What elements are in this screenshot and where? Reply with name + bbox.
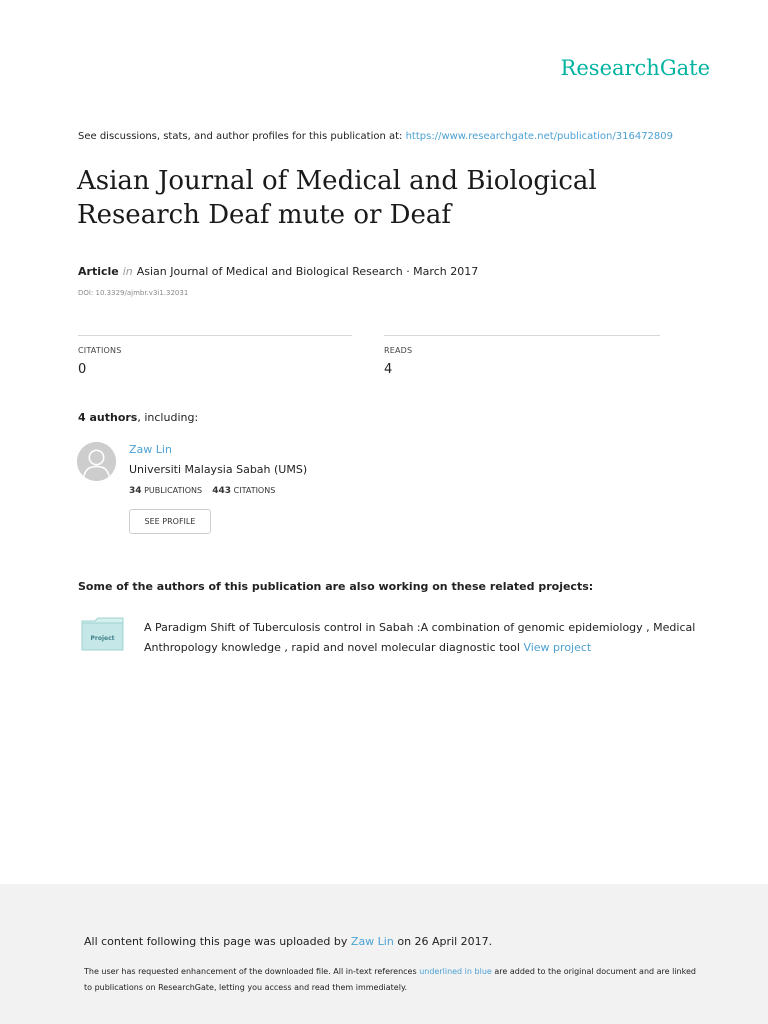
project-icon-label: Project <box>90 635 115 642</box>
citations-divider <box>78 335 352 336</box>
authors-heading <box>78 411 198 424</box>
see-profile-button[interactable]: SEE PROFILE <box>129 509 211 534</box>
reads-divider <box>384 335 660 336</box>
related-projects-heading: Some of the authors of this publication are also working on these related projects: <box>78 580 594 593</box>
publication-title: Asian Journal of Medical and Biological Research Deaf mute or Deaf <box>77 166 597 230</box>
publications-count: 34 <box>129 486 142 496</box>
view-project-link[interactable]: View project <box>523 641 592 654</box>
venue-date: Asian Journal of Medical and Biological Research · March 2017 <box>136 265 479 278</box>
doi: DOI: 10.3329/ajmbr.v3i1.32031 <box>78 289 189 297</box>
discussion-line <box>78 131 673 142</box>
uploader-link[interactable]: Zaw Lin <box>350 935 394 948</box>
publication-meta <box>78 265 478 278</box>
underlined-in-blue-link[interactable]: underlined in blue <box>419 967 492 976</box>
project-folder-icon[interactable] <box>81 617 124 651</box>
author-citations-count: 443 <box>212 486 232 496</box>
reads-value: 4 <box>384 362 393 377</box>
author-institution: Universiti Malaysia Sabah (UMS) <box>129 463 308 476</box>
citations-value: 0 <box>78 362 87 377</box>
folder-icon <box>81 617 124 651</box>
author-citations-label: CITATIONS <box>233 486 276 495</box>
person-icon <box>77 442 116 481</box>
footer-note <box>84 964 704 996</box>
in-word: in <box>122 265 133 278</box>
upload-suffix: on 26 April 2017. <box>397 935 493 948</box>
authors-including: , including: <box>137 411 199 424</box>
authors-count: 4 authors <box>78 411 138 424</box>
publications-label: PUBLICATIONS <box>144 486 203 495</box>
note-prefix: The user has requested enhancement of the downloaded file. All in-text references <box>84 967 417 976</box>
upload-prefix: All content following this page was uploaded by <box>84 935 348 948</box>
citations-label: CITATIONS <box>78 346 122 355</box>
upload-line <box>84 935 492 948</box>
avatar[interactable] <box>77 442 116 481</box>
author-name[interactable]: Zaw Lin <box>129 443 172 456</box>
discussion-text: See discussions, stats, and author profiles for this publication at: <box>78 131 403 142</box>
researchgate-logo[interactable]: ResearchGate <box>560 56 710 80</box>
reads-label: READS <box>384 346 413 355</box>
project-description <box>144 618 704 658</box>
publication-link[interactable]: https://www.researchgate.net/publication/316472809 <box>405 131 674 142</box>
author-stats <box>129 486 275 496</box>
note-suffix: are added to the original document and are linked to publications on ResearchGate, letting you access and read them immediately. <box>84 967 696 992</box>
project-title: A Paradigm Shift of Tuberculosis control in Sabah :A combination of genomic epidemiology , Medical Anthropology knowledge , rapid and novel molecular diagnostic tool <box>144 621 696 654</box>
footer <box>0 884 768 1024</box>
publication-type: Article <box>78 265 119 278</box>
